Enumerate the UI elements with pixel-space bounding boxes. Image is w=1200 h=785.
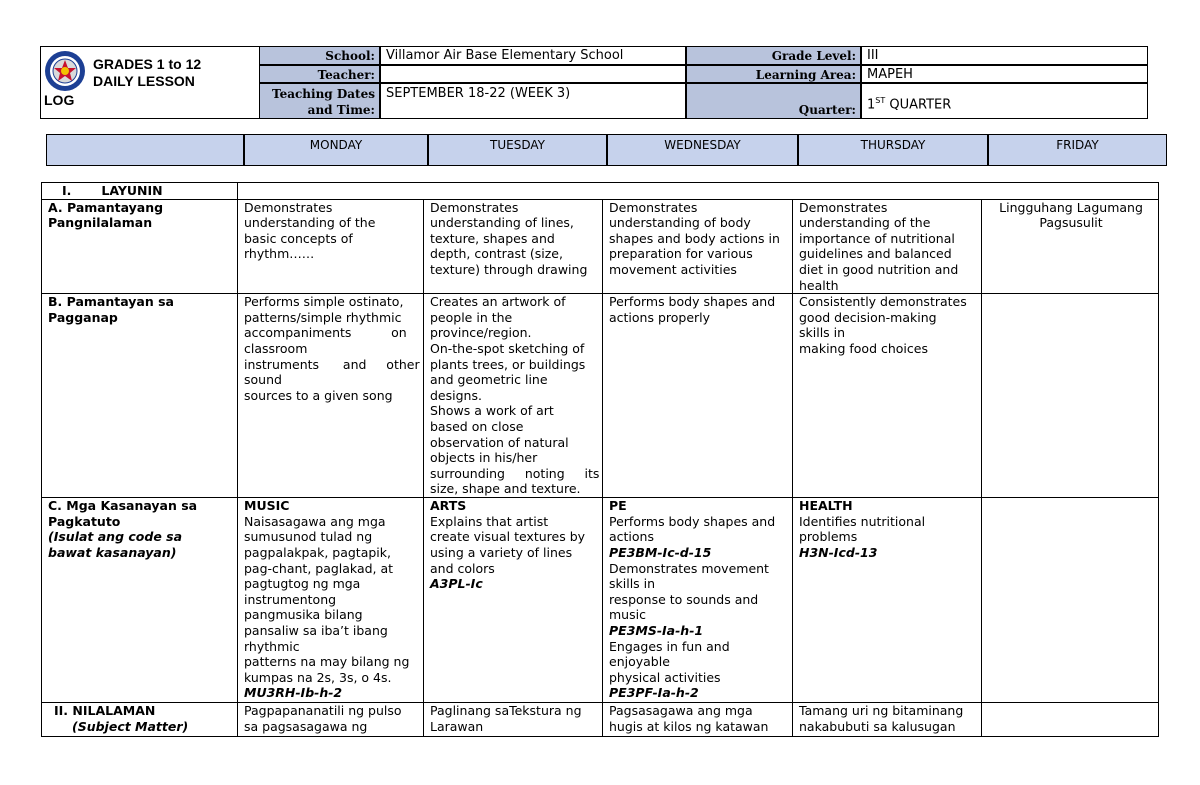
row-b-tuesday [424, 294, 603, 498]
day-monday: MONDAY [244, 134, 428, 166]
mga-kasanayan-row [42, 498, 1159, 703]
text-line: actions properly [609, 309, 711, 325]
layunin-heading [42, 183, 238, 200]
row-c-friday [982, 498, 1159, 703]
row-d-tuesday [424, 703, 603, 737]
row-a-thursday [793, 199, 982, 294]
school-value: Villamor Air Base Elementary School [380, 46, 686, 65]
text-line: and colors [430, 560, 495, 576]
learning-area-value: MAPEH [861, 65, 1148, 83]
text-line: using a variety of lines [430, 544, 573, 560]
text-line: Tamang uri ng bitaminang [799, 703, 964, 719]
row-c-wednesday [603, 498, 793, 703]
quarter-label: Quarter: [686, 83, 861, 119]
text-line: Demonstrates [609, 199, 698, 215]
layunin-empty-cell [238, 183, 1159, 200]
text-line: Naisasagawa ang mga [244, 513, 386, 529]
row-d-label [42, 703, 238, 737]
text-line: skills in [799, 325, 846, 341]
row-c-label [42, 498, 238, 703]
row-c-tuesday [424, 498, 603, 703]
text-line: designs. [430, 387, 482, 403]
text-line: Demonstrates [799, 199, 888, 215]
row-a-wednesday [603, 199, 793, 294]
school-label: School: [259, 46, 380, 65]
text-line: depth, contrast (size, [430, 246, 563, 262]
text-line: Consistently demonstrates [799, 294, 967, 310]
text-line: rhythmic [244, 638, 300, 654]
day-friday: FRIDAY [988, 134, 1167, 166]
text-line: Performs simple ostinato, [244, 294, 404, 310]
layunin-row [42, 183, 1159, 200]
teaching-dates-label-line2: and Time: [307, 103, 375, 117]
text-line: based on close [430, 418, 524, 434]
row-c-thursday [793, 498, 982, 703]
text-line: importance of nutritional [799, 230, 955, 246]
text-line: understanding of the [244, 215, 376, 231]
text-line: good decision-making [799, 309, 937, 325]
text-line: plants trees, or buildings [430, 356, 586, 372]
teacher-label: Teacher: [259, 65, 380, 83]
learning-area-label: Learning Area: [686, 65, 861, 83]
text-line: understanding of body [609, 215, 751, 231]
row-d-thursday [793, 703, 982, 737]
text-line: sound [244, 372, 282, 388]
text-line: physical activities [609, 669, 721, 685]
grade-level-label: Grade Level: [686, 46, 861, 65]
text-line: sumusunod tulad ng [244, 529, 373, 545]
row-c-label-line3: (Isulat ang code sa [48, 529, 183, 545]
text-line: instrumentong [244, 591, 337, 607]
text-line: instruments and other [244, 356, 420, 372]
row-d-label-line1: II. NILALAMAN [54, 703, 156, 719]
layunin-number: I. [62, 183, 72, 198]
row-b-thursday [793, 294, 982, 498]
row-b-wednesday [603, 294, 793, 498]
text-line: Lingguhang Lagumang [999, 199, 1143, 215]
text-line: pag-chant, paglakad, at [244, 560, 394, 576]
quarter-text: QUARTER [885, 97, 952, 113]
row-d-label-line2: (Subject Matter) [72, 718, 189, 734]
text-line: shapes and body actions in [609, 230, 780, 246]
row-c-label-line4: bawat kasanayan) [48, 544, 177, 560]
row-b-label-line2: Pagganap [48, 309, 118, 325]
pe-competency-code-3: PE3PF-Ia-h-2 [609, 685, 699, 701]
text-line: On-the-spot sketching of [430, 340, 585, 356]
text-line: kumpas na 2s, 3s, o 4s. [244, 669, 392, 685]
row-d-monday [238, 703, 424, 737]
text-line: size, shape and texture. [430, 481, 581, 497]
arts-competency-code: A3PL-Ic [430, 576, 483, 592]
pamantayang-pangnilalaman-row [42, 199, 1159, 294]
text-line: actions [609, 529, 654, 545]
text-line: Demonstrates movement [609, 560, 769, 576]
title-line-1: GRADES 1 to 12 [93, 56, 202, 72]
text-line: create visual textures by [430, 529, 586, 545]
music-heading: MUSIC [244, 498, 290, 514]
text-line: Pagsasagawa ang mga [609, 703, 753, 719]
text-line: Pagpapananatili ng pulso [244, 703, 402, 719]
lesson-plan-table [41, 182, 1159, 737]
text-line: movement activities [609, 261, 737, 277]
text-line: Demonstrates [430, 199, 519, 215]
title-line-3: LOG [44, 92, 75, 108]
row-b-label-line1: B. Pamantayan sa [48, 294, 174, 310]
pamantayan-sa-pagganap-row [42, 294, 1159, 498]
text-line: Paglinang saTekstura ng [430, 703, 582, 719]
quarter-value [861, 83, 1148, 119]
teacher-value [380, 65, 686, 83]
text-line: surrounding noting its [430, 465, 600, 481]
teaching-dates-label-line1: Teaching Dates [272, 87, 375, 101]
text-line: people in the [430, 309, 513, 325]
text-line: health [799, 277, 839, 293]
text-line: making food choices [799, 340, 928, 356]
day-wednesday: WEDNESDAY [607, 134, 798, 166]
pe-competency-code-2: PE3MS-Ia-h-1 [609, 622, 704, 638]
text-line: understanding of the [799, 215, 931, 231]
text-line: preparation for various [609, 246, 753, 262]
text-line: pansaliw sa iba’t ibang [244, 622, 388, 638]
text-line: and geometric line [430, 372, 548, 388]
nilalaman-row [42, 703, 1159, 737]
row-b-monday [238, 294, 424, 498]
teaching-dates-value: SEPTEMBER 18-22 (WEEK 3) [380, 83, 686, 119]
text-line: problems [799, 529, 858, 545]
text-line: patterns na may bilang ng [244, 654, 410, 670]
health-heading: HEALTH [799, 498, 853, 514]
row-a-tuesday [424, 199, 603, 294]
row-c-label-line1: C. Mga Kasanayan sa [48, 498, 198, 514]
text-line: pagtugtog ng mga [244, 576, 361, 592]
text-line: Pagsusulit [1039, 215, 1103, 231]
text-line: objects in his/her [430, 450, 538, 466]
music-competency-code: MU3RH-Ib-h-2 [244, 685, 343, 701]
text-line: Explains that artist [430, 513, 549, 529]
row-c-monday [238, 498, 424, 703]
text-line: understanding of lines, [430, 215, 574, 231]
text-line: sources to a given song [244, 387, 393, 403]
row-a-label [42, 199, 238, 294]
text-line: Performs body shapes and [609, 513, 776, 529]
quarter-ordinal: ST [875, 96, 886, 105]
deped-seal-logo [44, 50, 86, 92]
text-line: texture) through drawing [430, 261, 588, 277]
text-line: classroom [244, 340, 308, 356]
day-thursday: THURSDAY [798, 134, 988, 166]
text-line: guidelines and balanced [799, 246, 952, 262]
title-line-2: DAILY LESSON [93, 73, 195, 89]
text-line: Larawan [430, 718, 484, 734]
text-line: Shows a work of art [430, 403, 554, 419]
row-b-friday [982, 294, 1159, 498]
day-header-blank [46, 134, 244, 166]
text-line: Performs body shapes and [609, 294, 776, 310]
text-line: pagpalakpak, pagtapik, [244, 544, 391, 560]
row-a-friday [982, 199, 1159, 294]
text-line: Creates an artwork of [430, 294, 566, 310]
row-a-monday [238, 199, 424, 294]
pe-competency-code-1: PE3BM-Ic-d-15 [609, 544, 712, 560]
text-line: accompaniments on [244, 325, 407, 341]
grade-level-value: III [861, 46, 1148, 65]
text-line: Demonstrates [244, 199, 333, 215]
health-competency-code: H3N-Icd-13 [799, 544, 878, 560]
day-tuesday: TUESDAY [428, 134, 607, 166]
text-line: sa pagsasagawa ng [244, 718, 368, 734]
text-line: enjoyable [609, 654, 670, 670]
text-line: Identifies nutritional [799, 513, 926, 529]
text-line: response to sounds and [609, 591, 759, 607]
text-line: Engages in fun and [609, 638, 730, 654]
text-line: music [609, 607, 646, 623]
layunin-label: LAYUNIN [101, 183, 163, 198]
text-line: rhythm…… [244, 246, 315, 262]
row-a-label-line1: A. Pamantayang [48, 199, 164, 215]
quarter-number: 1 [867, 97, 876, 113]
lesson-log-title [93, 56, 201, 90]
text-line: province/region. [430, 325, 532, 341]
text-line: patterns/simple rhythmic [244, 309, 402, 325]
row-d-wednesday [603, 703, 793, 737]
pe-heading: PE [609, 498, 627, 514]
text-line: pangmusika bilang [244, 607, 363, 623]
row-c-label-line2: Pagkatuto [48, 513, 121, 529]
teaching-dates-label [259, 83, 380, 119]
text-line: basic concepts of [244, 230, 353, 246]
text-line: observation of natural [430, 434, 569, 450]
arts-heading: ARTS [430, 498, 467, 514]
row-b-label [42, 294, 238, 498]
row-a-label-line2: Pangnilalaman [48, 215, 153, 231]
text-line: diet in good nutrition and [799, 261, 959, 277]
text-line: hugis at kilos ng katawan [609, 718, 769, 734]
row-d-friday [982, 703, 1159, 737]
text-line: texture, shapes and [430, 230, 555, 246]
text-line: skills in [609, 576, 656, 592]
text-line: nakabubuti sa kalusugan [799, 718, 956, 734]
